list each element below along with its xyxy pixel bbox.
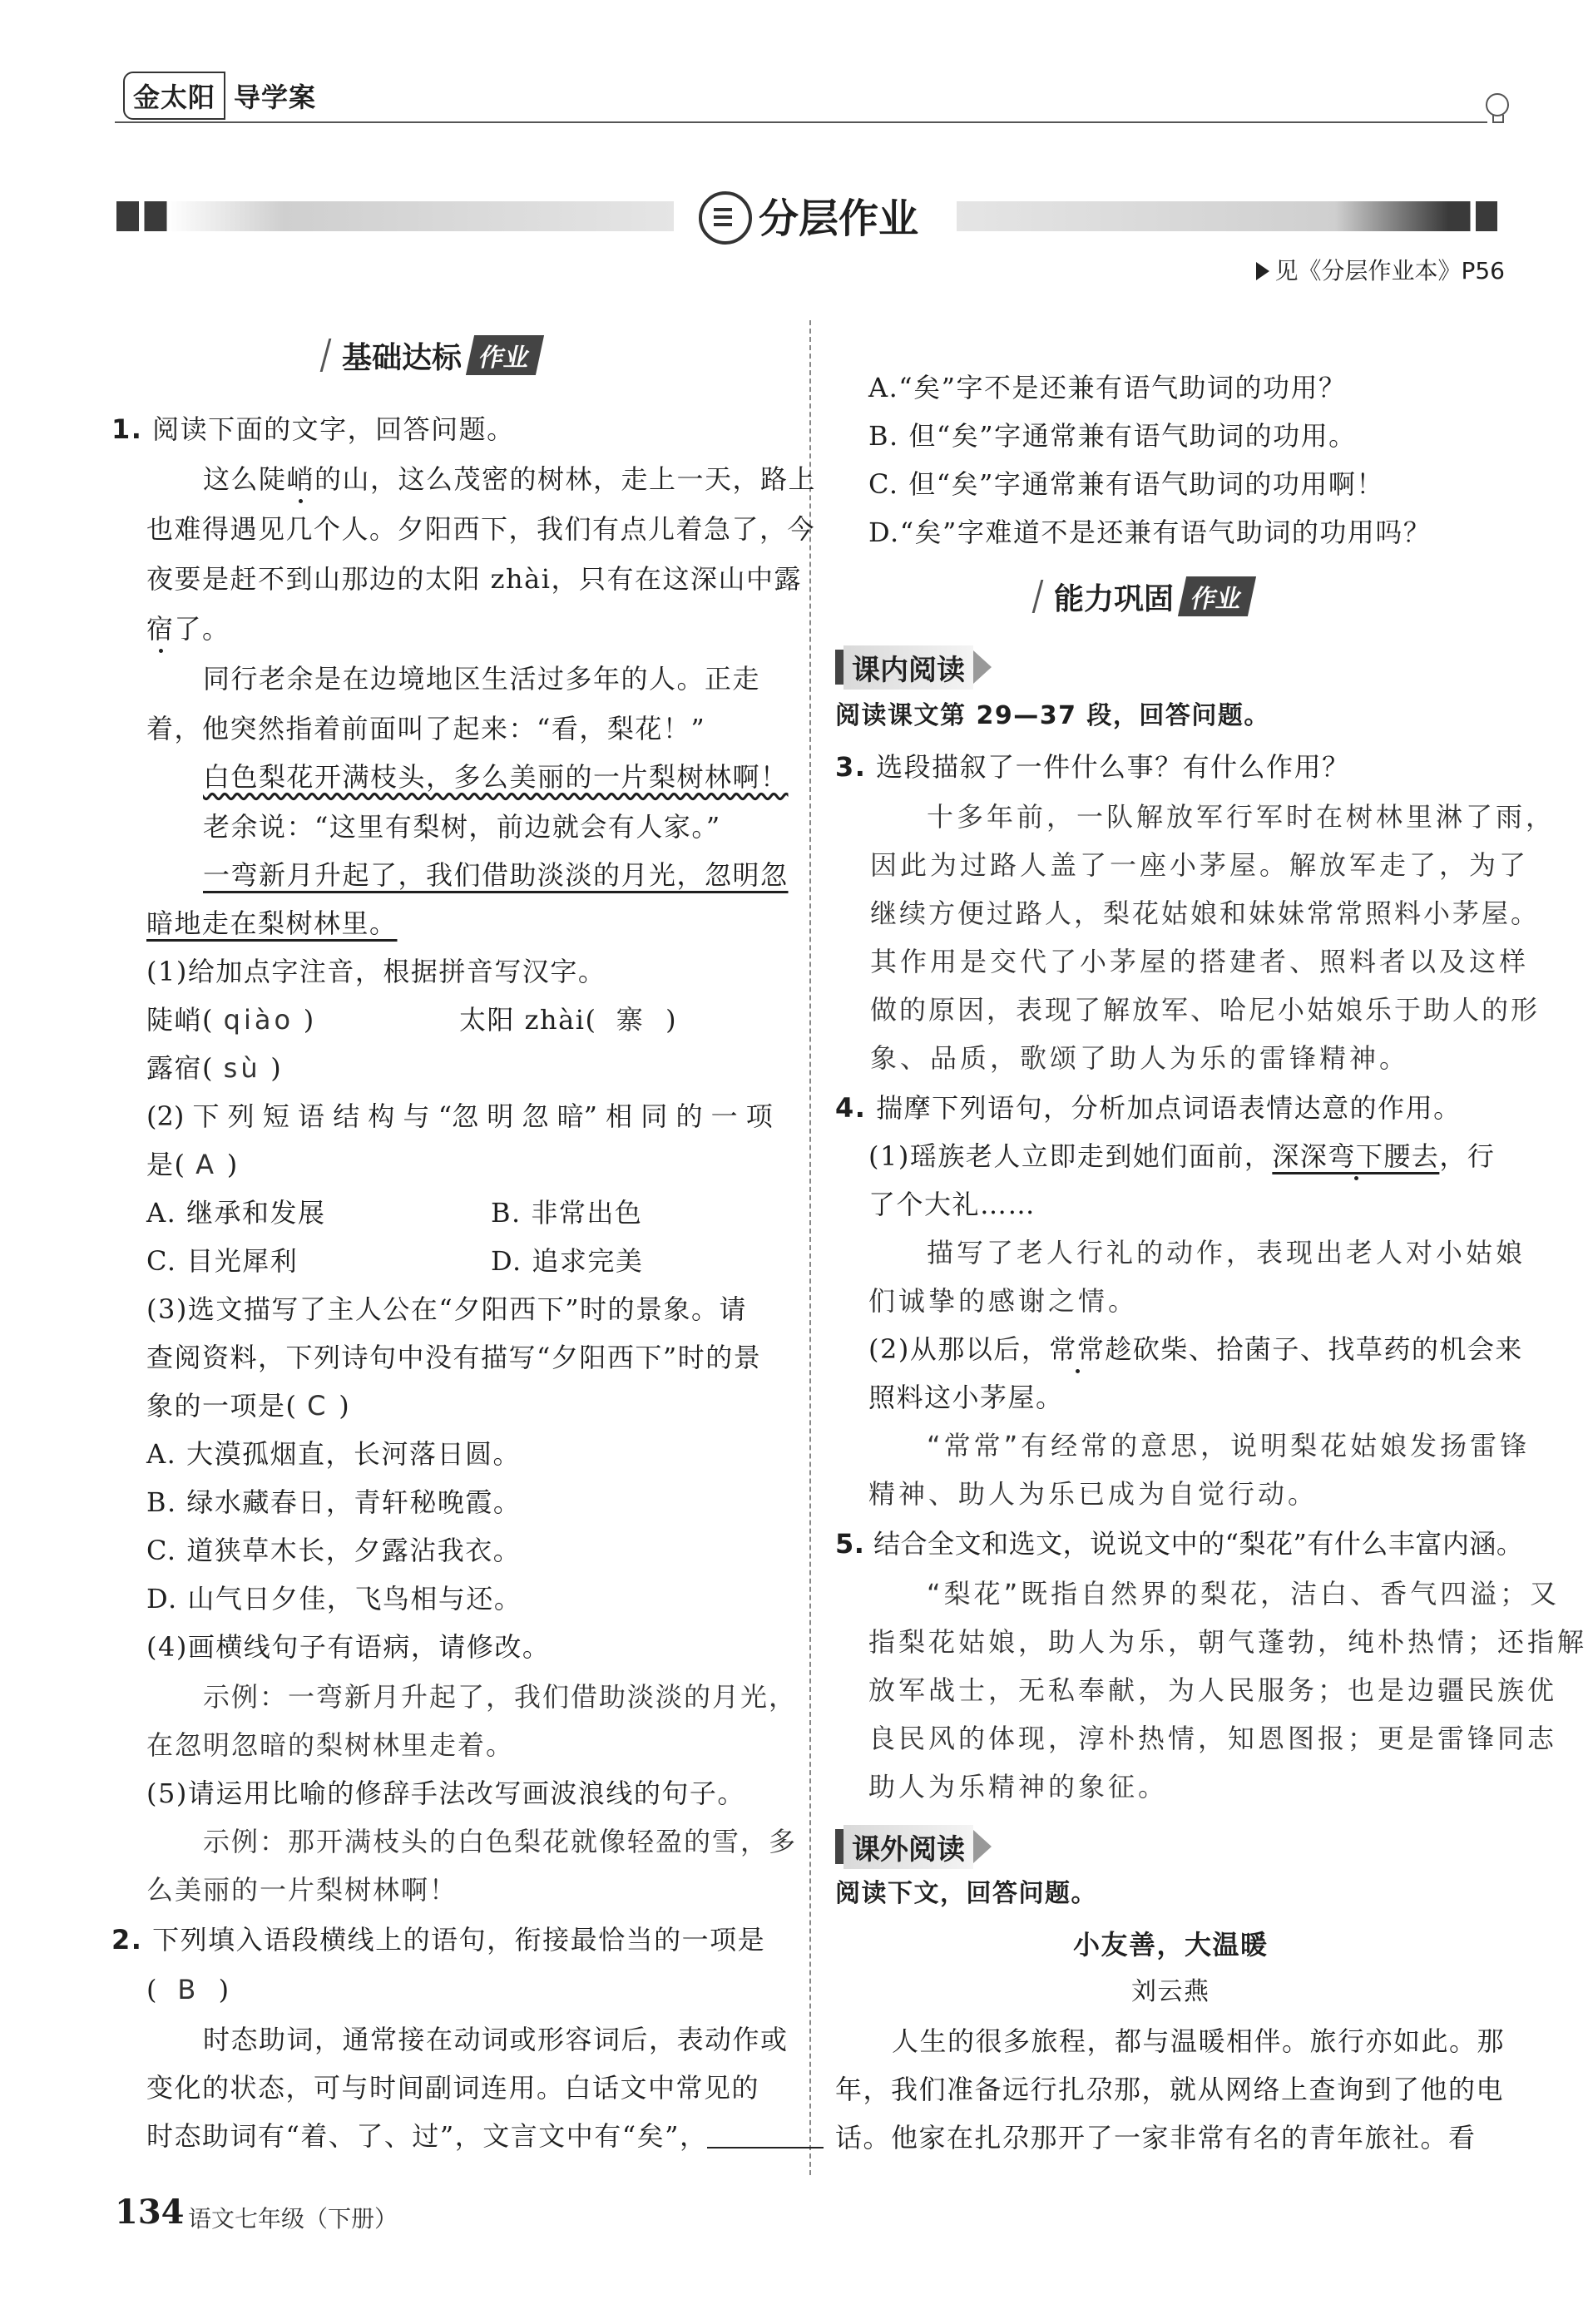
article-author: 刘云燕: [1131, 1977, 1210, 2006]
answer-text: 描写了老人行礼的动作，表现出老人对小姑娘: [927, 1237, 1526, 1268]
answer-text: 十多年前，一队解放军行军时在树林里淋了雨，: [927, 801, 1556, 833]
q2-passage-line: 时态助词，通常接在动词或形容词后，表动作或: [203, 2024, 789, 2055]
q1-sub5: (5)请运用比喻的修辞手法改写画波浪线的句子。: [146, 1778, 745, 1809]
q1-underlined-sentence: 一弯新月升起了，我们借助淡淡的月光，忽明忽: [203, 859, 789, 891]
q1-passage-line: 宿了。: [146, 613, 230, 645]
option: A.“矣”字不是还兼有语气助词的功用？: [868, 372, 1347, 403]
q1-passage-line: 这么陡峭的山，这么茂密的树林，走上一天，路上: [203, 463, 817, 495]
section-title: 分层作业: [759, 195, 919, 242]
answer-text: 精神、助人为乐已成为自觉行动。: [868, 1478, 1318, 1510]
q1-passage-line: 也难得遇见几个人。夕阳西下，我们有点儿着急了，今: [146, 513, 816, 545]
q1-stem: 1. 阅读下面的文字，回答问题。: [111, 413, 515, 445]
answer-text: 因此为过路人盖了一座小茅屋。解放军走了，为了: [870, 849, 1530, 881]
q1-sub1-item: 陡峭( qiào ): [146, 1004, 315, 1036]
option: B. 但“矣”字通常兼有语气助词的功用。: [868, 420, 1357, 452]
basic-section-header: [324, 334, 540, 376]
q1-passage-line: 着，他突然指着前面叫了起来：“看，梨花！”: [146, 713, 706, 744]
answer-text: 示例：一弯新月升起了，我们借助淡淡的月光，: [203, 1681, 798, 1713]
q1-sub3: 象的一项是( C ): [146, 1390, 351, 1422]
q4-stem: 4. 揣摩下列语句，分析加点词语表情达意的作用。: [835, 1092, 1462, 1124]
q1-passage-line: 老余说：“这里有梨树，前边就会有人家。”: [203, 811, 721, 843]
q1-sub4: (4)画横线句子有语病，请修改。: [146, 1631, 551, 1663]
basic-section-title: 基础达标: [342, 340, 463, 375]
answer-text: qiào: [223, 1004, 294, 1036]
triangle-right-icon: [1256, 262, 1269, 280]
brand-series: 导学案: [234, 82, 317, 113]
answer-text: C: [307, 1390, 329, 1422]
answer-text: 们诚挚的感谢之情。: [868, 1285, 1139, 1317]
basic-section-tag: 作业: [466, 335, 544, 375]
reading-instruction: 阅读下文，回答问题。: [835, 1879, 1097, 1908]
option: A. 大漠孤烟直，长河落日圆。: [146, 1438, 521, 1470]
answer-text: “梨花”既指自然界的梨花，洁白、香气四溢；又: [927, 1578, 1561, 1609]
answer-text: 示例：那开满枝头的白色梨花就像轻盈的雪，多: [203, 1826, 798, 1857]
answer-text: A: [195, 1149, 218, 1180]
q1-sub2: 是( A ): [146, 1149, 239, 1180]
in-class-reading-label: 课内阅读: [843, 645, 973, 690]
option: C. 目光犀利: [146, 1245, 299, 1277]
article-title: 小友善，大温暖: [1073, 1929, 1269, 1961]
q1-sub3: 查阅资料，下列诗句中没有描写“夕阳西下”时的景: [146, 1342, 762, 1373]
option: C. 但“矣”字通常兼有语气助词的功用啊！: [868, 468, 1384, 500]
answer-text: 放军战士，无私奉献，为人民服务；也是边疆民族优: [868, 1674, 1558, 1706]
banner-stripe-left: [116, 201, 674, 231]
option: B. 非常出色: [491, 1197, 643, 1229]
page-number: 134: [115, 2193, 185, 2232]
ability-section-header: [1036, 576, 1252, 617]
q2-passage-line: 变化的状态，可与时间副词连用。白话文中常见的: [146, 2072, 760, 2104]
reference-text: 见《分层作业本》P56: [1274, 257, 1505, 284]
q4-sub2: (2)从那以后，常常趁砍柴、拾菌子、找草药的机会来: [868, 1333, 1523, 1365]
answer-text: 象、品质，歌颂了助人为乐的雷锋精神。: [870, 1042, 1410, 1074]
q5-stem: 5. 结合全文和选文，说说文中的“梨花”有什么丰富内涵。: [835, 1528, 1524, 1560]
ability-section-title: 能力巩固: [1054, 581, 1175, 616]
answer-text: 做的原因，表现了解放军、哈尼小姑娘乐于助人的形: [870, 994, 1541, 1026]
q2-passage-line: 时态助词有“着、了、过”，文言文中有“矣”，: [146, 2123, 824, 2149]
answer-text: 继续方便过路人，梨花姑娘和妹妹常常照料小茅屋。: [870, 897, 1541, 929]
q4-sub2: 照料这小茅屋。: [868, 1382, 1064, 1413]
header-rule: [115, 121, 1487, 123]
answer-text: 在忽明忽暗的梨树林里走着。: [146, 1729, 515, 1761]
answer-text: 指梨花姑娘，助人为乐，朝气蓬勃，纯朴热情；还指解: [868, 1626, 1588, 1658]
q1-sub2: (2) 下 列 短 语 结 构 与 “忽 明 忽 暗” 相 同 的 一 项: [146, 1100, 773, 1132]
document-icon: [699, 191, 752, 245]
option: A. 继承和发展: [146, 1197, 326, 1229]
pen-icon: [1032, 580, 1052, 613]
answer-text: B: [177, 1974, 200, 2005]
option: D. 山气日夕佳，飞鸟相与还。: [146, 1583, 522, 1614]
answer-text: 良民风的体现，淳朴热情，知恩图报；更是雷锋同志: [868, 1723, 1558, 1754]
option: C. 道狭草木长，夕露沾我衣。: [146, 1535, 522, 1566]
chevron-right-icon: [973, 650, 992, 684]
section-banner: [116, 191, 1497, 241]
q1-sub1-item: 露宿( sù ): [146, 1052, 283, 1084]
chevron-right-icon: [973, 1830, 992, 1863]
fill-blank[interactable]: [707, 2147, 824, 2148]
reading-instruction: 阅读课文第 29—37 段，回答问题。: [835, 701, 1270, 730]
brand-name: 金太阳: [123, 72, 225, 120]
q2-answer: ( B ): [146, 1974, 230, 2005]
q1-underlined-sentence: 暗地走在梨树林里。: [146, 907, 398, 939]
article-line: 人生的很多旅程，都与温暖相伴。旅行亦如此。那: [892, 2025, 1506, 2057]
option: D. 追求完美: [491, 1245, 644, 1277]
q1-passage-line: 同行老余是在边境地区生活过多年的人。正走: [203, 663, 761, 695]
extracurricular-reading-header: [835, 1827, 992, 1867]
article-line: 话。他家在扎尕那开了一家非常有名的青年旅社。看: [835, 2122, 1477, 2153]
q2-stem: 2. 下列填入语段横线上的语句，衔接最恰当的一项是: [111, 1924, 766, 1956]
brand-logo: [123, 72, 324, 120]
q1-sub1: (1)给加点字注音，根据拼音写汉字。: [146, 956, 606, 987]
q3-stem: 3. 选段描叙了一件什么事？有什么作用？: [835, 751, 1350, 783]
article-line: 年，我们准备远行扎尕那，就从网络上查询到了他的电: [835, 2074, 1505, 2105]
q4-sub1: (1)瑶族老人立即走到她们面前，深深弯下腰去，行: [868, 1140, 1496, 1172]
up-arrow-icon: [320, 339, 340, 372]
in-class-reading-header: [835, 647, 992, 687]
q1-passage-line: 夜要是赶不到山那边的太阳 zhài，只有在这深山中露: [146, 563, 802, 595]
answer-text: 其作用是交代了小茅屋的搭建者、照料者以及这样: [870, 946, 1530, 977]
ability-section-tag: 作业: [1178, 576, 1256, 616]
extracurricular-reading-label: 课外阅读: [843, 1825, 973, 1869]
q4-sub1: 了个大礼……: [868, 1189, 1036, 1220]
workbook-reference: [1256, 253, 1505, 286]
answer-text: “常常”有经常的意思，说明梨花姑娘发扬雷锋: [927, 1430, 1531, 1461]
answer-text: sù: [223, 1052, 261, 1084]
q1-wavy-sentence: 白色梨花开满枝头，多么美丽的一片梨树林啊！: [203, 761, 789, 793]
answer-text: 寨: [616, 1004, 646, 1036]
banner-stripe-right: [957, 201, 1497, 231]
book-title: 语文七年级（下册）: [188, 2205, 398, 2233]
option: D.“矣”字难道不是还兼有语气助词的功用吗？: [868, 517, 1432, 548]
answer-text: 助人为乐精神的象征。: [868, 1771, 1169, 1802]
q1-sub3: (3)选文描写了主人公在“夕阳西下”时的景象。请: [146, 1293, 748, 1325]
lightbulb-icon: [1486, 93, 1509, 116]
q1-sub1-item: 太阳 zhài( 寨 ): [459, 1004, 678, 1036]
answer-text: 么美丽的一片梨树林啊！: [146, 1874, 458, 1906]
column-divider: [809, 320, 811, 2175]
option: B. 绿水藏春日，青轩秘晚霞。: [146, 1486, 522, 1518]
